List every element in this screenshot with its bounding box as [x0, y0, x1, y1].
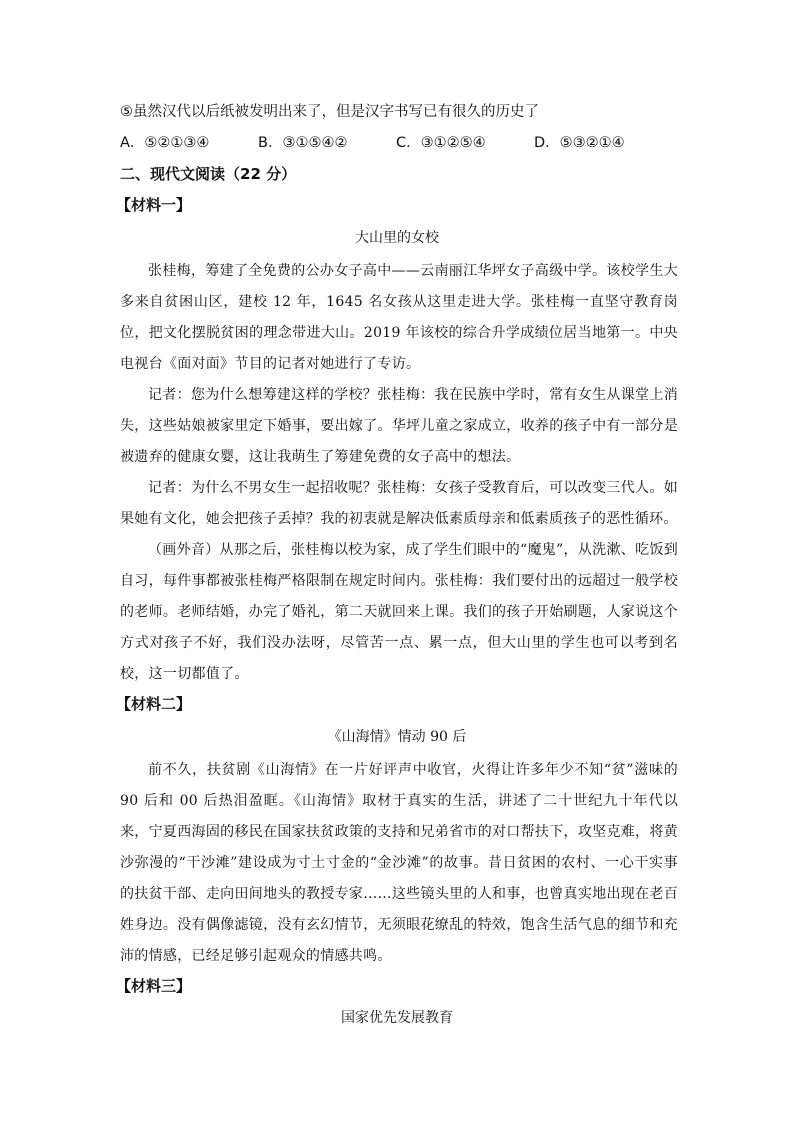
- material2-paragraph: 前不久，扶贫剧《山海情》在一片好评声中收官，火得让许多年少不知“贫”滋味的 90 后和 00 后热泪盈眶。《山海情》取材于真实的生活，讲述了二十世纪九十年代以来，宁夏西海固的移民在国家扶贫政策的支持和兄弟省市的对口帮扶下，攻坚克难，将黄沙弥漫的“干沙滩”建设成为寸土寸金的“金沙滩”的故事。昔日贫困的农村、一心干实事的扶贫干部、走向田间地头的教授专家……这些镜头里的人和事，也曾真实地出现在老百姓身边。没有偶像滤镜，没有玄幻情节，无须眼花缭乱的特效，饱含生活气息的细节和充沛的情感，已经足够引起观众的情感共鸣。: [120, 762, 678, 964]
- material1-paragraph: （画外音）从那之后，张桂梅以校为家，成了学生们眼中的“魔鬼”，从洗漱、吃饭到自习，每件事都被张桂梅严格限制在规定时间内。张桂梅：我们要付出的远超过一般学校的老师。老师结婚，办完了婚礼，第二天就回来上课。我们的孩子开始刷题，人家说这个方式对孩子不好，我们没办法呀，尽管苦一点、累一点，但大山里的学生也可以考到名校，这一切都值了。: [120, 542, 678, 682]
- option-a[interactable]: A．⑤②①③④: [120, 135, 210, 151]
- material3-label: 【材料三】: [116, 977, 192, 995]
- question-item-5: ⑤虽然汉代以后纸被发明出来了，但是汉字书写已有很久的历史了: [120, 104, 539, 120]
- material1-title: 大山里的女校: [355, 230, 439, 246]
- material1-paragraph: 张桂梅，筹建了全免费的公办女子高中——云南丽江华坪女子高级中学。该校学生大多来自贫困山区，建校 12 年，1645 名女孩从这里走进大学。张桂梅一直坚守教育岗位，把文化摆脱贫困的理念带进大山。2019 年该校的综合升学成绩位居当地第一。中央电视台《面对面》节目的记者对她进行了专访。: [120, 263, 678, 372]
- material1-label: 【材料一】: [116, 196, 192, 214]
- option-c[interactable]: C．③①②⑤④: [396, 135, 486, 151]
- answer-options: [120, 133, 625, 153]
- material2-title: 《山海情》情动 90 后: [327, 729, 467, 745]
- material1-paragraph: 记者：为什么不男女生一起招收呢？张桂梅：女孩子受教育后，可以改变三代人。如果她有文化，她会把孩子丢掉？我的初衷就是解决低素质母亲和低素质孩子的恶性循环。: [120, 480, 678, 527]
- option-d[interactable]: D．⑤③②①④: [534, 135, 625, 151]
- material1-paragraph: 记者：您为什么想筹建这样的学校？张桂梅：我在民族中学时，常有女生从课堂上消失，这些姑娘被家里定下婚事，要出嫁了。华坪儿童之家成立，收养的孩子中有一部分是被遗弃的健康女婴，这让我萌生了筹建免费的女子高中的想法。: [120, 387, 678, 465]
- material3-title: 国家优先发展教育: [341, 1010, 453, 1026]
- section-heading: 二、现代文阅读（22 分）: [120, 165, 297, 183]
- option-b[interactable]: B．③①⑤④②: [258, 135, 348, 151]
- material2-label: 【材料二】: [116, 695, 192, 713]
